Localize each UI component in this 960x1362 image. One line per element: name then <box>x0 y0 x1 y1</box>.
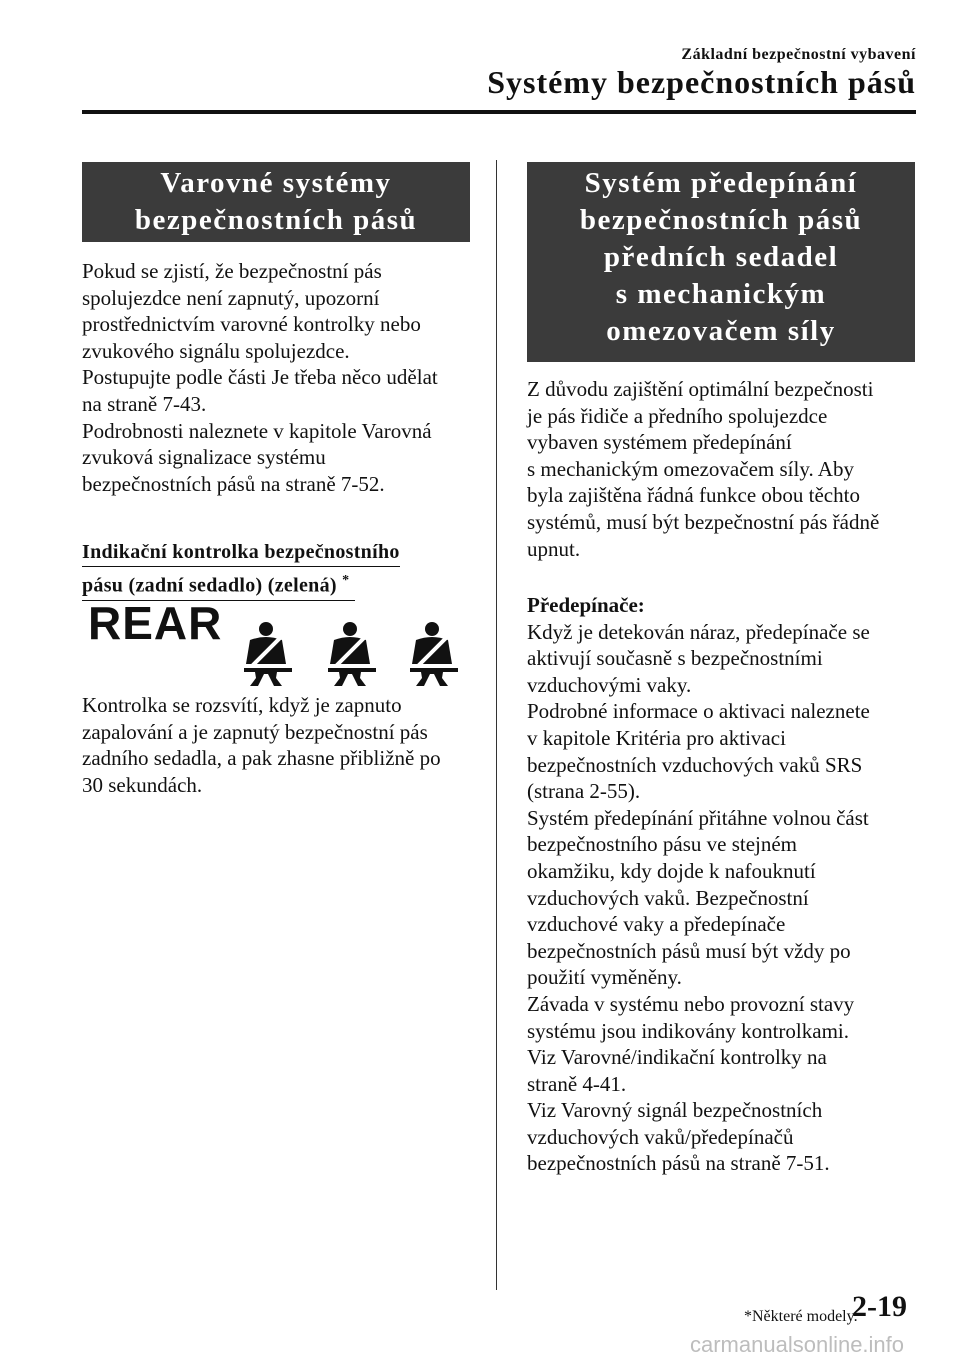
text-line: okamžiku, kdy dojde k nafouknutí <box>527 858 816 883</box>
text-line: 30 sekundách. <box>82 772 203 797</box>
text-line: na straně 7-43. <box>82 391 207 416</box>
heading-line: bezpečnostních pásů <box>579 204 863 237</box>
text-line: bezpečnostních pásů musí být vždy po <box>527 938 851 963</box>
heading-line: předních sedadel <box>603 241 839 274</box>
heading-line: s mechanickým <box>615 278 827 311</box>
text-line: spolujezdce není zapnutý, upozorní <box>82 285 380 310</box>
footnote: *Některé modely. <box>744 1308 858 1325</box>
text-line: Pokud se zjistí, že bezpečnostní pás <box>82 259 382 283</box>
text-line: vzduchových vaků/předepínačů <box>527 1124 794 1149</box>
indicator-subheading <box>82 538 400 601</box>
text-line: Postupujte podle části Je třeba něco udělat <box>82 365 438 390</box>
pretensioner-subheading: Předepínače: <box>527 593 645 617</box>
text-line: vzduchových vaků. Bezpečnostní <box>527 885 809 910</box>
text-line: s mechanickým omezovačem síly. Aby <box>527 456 854 481</box>
text-line: bezpečnostních vzduchových vaků SRS <box>527 752 863 777</box>
pretensioner-details <box>527 592 927 1177</box>
footnote-asterisk: * <box>342 573 350 588</box>
text-line: byla zajištěna řádná funkce obou těchto <box>527 483 860 508</box>
text-line: Když je detekován náraz, předepínače se <box>527 619 870 644</box>
text-line: Závada v systému nebo provozní stavy <box>527 991 855 1016</box>
text-line: bezpečnostních pásů na straně 7-51. <box>527 1151 830 1176</box>
text-line: vzduchovými vaky. <box>527 672 692 697</box>
text-line: vzduchové vaky a předepínače <box>527 912 786 937</box>
text-line: zadního sedadla, a pak zhasne přibližně po <box>82 746 441 771</box>
heading-line: bezpečnostních pásů <box>134 204 418 237</box>
indicator-title-line: pásu (zadní sedadlo) (zelená) <box>82 574 337 597</box>
section-heading-pretensioner <box>527 162 915 362</box>
heading-line: omezovačem síly <box>606 315 836 348</box>
text-line: Viz Varovný signál bezpečnostních <box>527 1098 823 1123</box>
text-line: použití vyměněny. <box>527 965 682 990</box>
warning-systems-text <box>82 258 482 497</box>
text-line: Viz Varovné/indikační kontrolky na <box>527 1045 827 1070</box>
indicator-title-line: Indikační kontrolka bezpečnostního <box>82 538 400 567</box>
text-line: Systém předepínání přitáhne volnou část <box>527 805 869 830</box>
text-line: Z důvodu zajištění optimální bezpečnosti <box>527 377 874 401</box>
text-line: Podrobnosti naleznete v kapitole Varovná <box>82 418 432 443</box>
text-line: systému jsou indikovány kontrolkami. <box>527 1018 849 1043</box>
text-line: bezpečnostních pásů na straně 7-52. <box>82 471 385 496</box>
page-number: 2-19 <box>852 1290 907 1323</box>
text-line: upnut. <box>527 536 581 561</box>
heading-line: Varovné systémy <box>160 167 392 199</box>
text-line: zvukového signálu spolujezdce. <box>82 338 350 363</box>
watermark-text: carmanualsonline.info <box>690 1332 905 1357</box>
text-line: (strana 2-55). <box>527 779 641 804</box>
column-divider <box>496 160 497 1290</box>
text-line: zapalování a je zapnutý bezpečnostní pás <box>82 719 428 744</box>
pretensioner-intro <box>527 376 927 562</box>
text-line: bezpečnostního pásu ve stejném <box>527 832 798 857</box>
text-line: je pás řidiče a předního spolujezdce <box>527 403 828 428</box>
seatbelt-icon <box>322 620 382 688</box>
text-line: vybaven systémem předepínání <box>527 430 792 455</box>
text-line: systémů, musí být bezpečnostní pás řádně <box>527 509 880 534</box>
page-title: Systémy bezpečnostních pásů <box>487 64 916 100</box>
text-line: zvuková signalizace systému <box>82 445 326 470</box>
text-line: v kapitole Kritéria pro aktivaci <box>527 725 786 750</box>
text-line: straně 4-41. <box>527 1071 627 1096</box>
text-line: Kontrolka se rozsvítí, když je zapnuto <box>82 693 402 717</box>
seatbelt-icon <box>238 620 298 688</box>
text-line: aktivují současně s bezpečnostními <box>527 646 823 671</box>
header-divider <box>82 110 916 114</box>
text-line: Podrobné informace o aktivaci naleznete <box>527 699 870 724</box>
rear-indicator-label: REAR <box>88 597 223 649</box>
section-heading-warning-systems <box>82 162 470 242</box>
header-subtitle: Základní bezpečnostní vybavení <box>681 46 916 63</box>
heading-line: Systém předepínání <box>584 167 858 199</box>
seatbelt-icon <box>404 620 464 688</box>
indicator-description <box>82 692 482 798</box>
text-line: prostřednictvím varovné kontrolky nebo <box>82 312 421 337</box>
